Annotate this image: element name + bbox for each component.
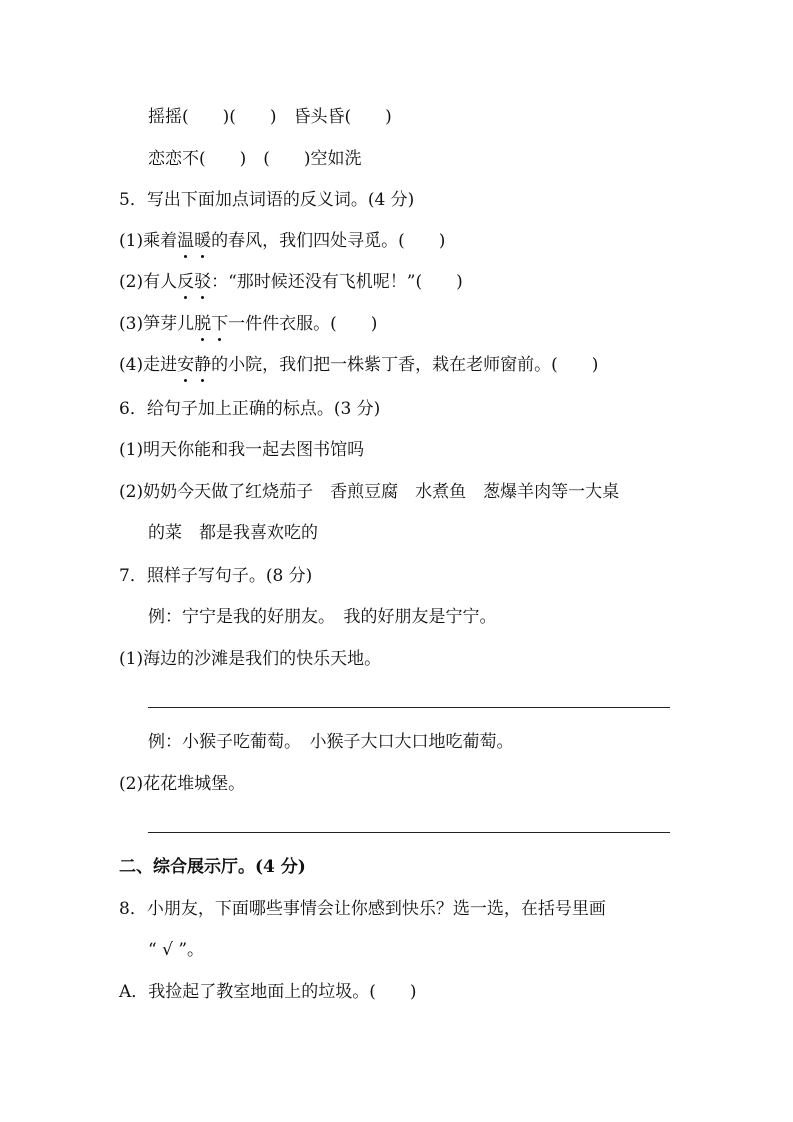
q7-example-2: 例：小猴子吃葡萄。 小猴子大口大口地吃葡萄。 [148,732,514,752]
q7-example-1: 例：宁宁是我的好朋友。 我的好朋友是宁宁。 [148,607,497,627]
idiom-row-2: 恋恋不( ) ( )空如洗 [148,149,362,169]
q8-line-1: 8．小朋友，下面哪些事情会让你感到快乐？选一选，在括号里画 [119,899,606,919]
q6-item-2-line-1: (2)奶奶今天做了红烧茄子 香煎豆腐 水煮鱼 葱爆羊肉等一大桌 [119,482,620,502]
dotted-char: 脱 [194,314,212,334]
q5-title: 5．写出下面加点词语的反义词。(4 分) [119,190,415,210]
dotted-char: 静 [194,355,212,375]
q5-item-4 [119,354,598,376]
q5-item-1 [119,230,445,252]
dotted-char: 温 [177,231,195,251]
dotted-char: 暖 [194,231,212,251]
dotted-char: 反 [177,272,195,292]
q7-item-2: (2)花花堆城堡。 [119,774,246,794]
q6-item-2-line-2: 的菜 都是我喜欢吃的 [148,523,318,543]
q7-title: 7．照样子写句子。(8 分) [119,566,313,586]
q6-title: 6．给句子加上正确的标点。(3 分) [119,399,381,419]
dotted-char: 驳 [194,272,212,292]
q5-4-prefix: (4)走进 [119,355,178,375]
q5-item-3 [119,313,377,335]
q8-option-a: A．我捡起了教室地面上的垃圾。( ) [119,982,417,1002]
q5-2-suffix: ：“那时候还没有飞机呢！”( ) [211,272,463,292]
q5-4-suffix: 的小院，我们把一株紫丁香，栽在老师窗前。( ) [211,355,599,375]
q5-1-prefix: (1)乘着 [119,231,178,251]
answer-line-2[interactable] [148,832,670,833]
q5-3-prefix: (3)笋芽儿 [119,314,195,334]
q5-item-2 [119,271,463,293]
q5-3-suffix: 一件件衣服。( ) [228,314,378,334]
dotted-char: 下 [211,314,229,334]
idiom-row-1: 摇摇( )( ) 昏头昏( ) [148,107,392,127]
answer-line-1[interactable] [148,707,670,708]
q5-1-suffix: 的春风，我们四处寻觅。( ) [211,231,446,251]
q5-2-prefix: (2)有人 [119,272,178,292]
dotted-char: 安 [177,355,195,375]
q7-item-1: (1)海边的沙滩是我们的快乐天地。 [119,649,382,669]
q6-item-1: (1)明天你能和我一起去图书馆吗 [119,440,365,460]
section-2-title: 二、综合展示厅。(4 分) [119,857,306,877]
q8-line-2: “ √ ”。 [148,940,205,960]
